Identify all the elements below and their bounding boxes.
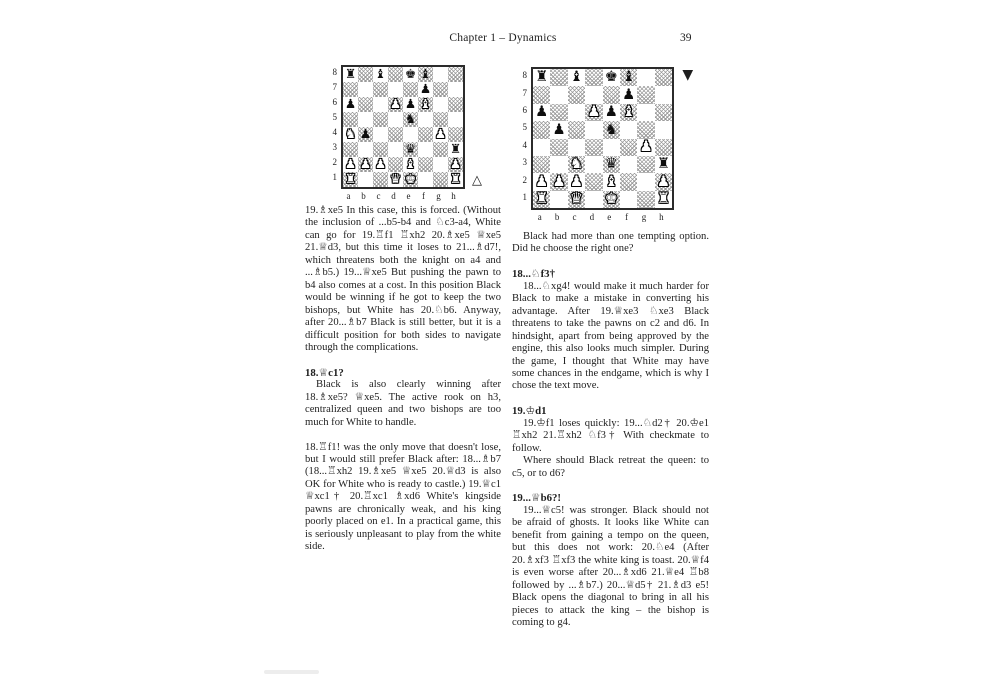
board-square — [550, 69, 567, 86]
page-number: 39 — [680, 32, 692, 44]
board-square — [585, 156, 602, 173]
white-piece-icon: ♚ — [404, 172, 417, 187]
white-piece-icon: ♟ — [359, 157, 372, 172]
move-heading: 18.♕c1? — [305, 366, 344, 379]
board-square — [655, 104, 672, 121]
board-square — [388, 67, 403, 82]
file-label: g — [436, 191, 441, 201]
board-square — [418, 172, 433, 187]
board-square — [568, 191, 585, 208]
chess-diagram-left — [328, 65, 482, 201]
rank-label: 5 — [522, 122, 527, 133]
black-piece-icon: ♝ — [569, 69, 584, 86]
file-label: a — [537, 212, 542, 223]
board-square — [448, 142, 463, 157]
screen-edge-artifact — [264, 670, 319, 674]
board-square — [433, 82, 448, 97]
board-square — [403, 142, 418, 157]
file-label: b — [361, 191, 366, 201]
board-square — [358, 142, 373, 157]
analysis-paragraph: 18...♘xg4! would make it much harder for Black to make a mistake in converting his advantage. After 19.♕xe3 ♘xe3 Black threatens to take the pawns on c2 and d6. In hindsight, apart from being approved by the engine, this also looks much simpler. During the game, I thought that White may have some chances in the endgame, which is why I chose the text move. — [512, 280, 709, 392]
file-label: d — [391, 191, 396, 201]
board-square — [433, 157, 448, 172]
board-square — [433, 67, 448, 82]
board-square — [533, 69, 550, 86]
board-square — [418, 142, 433, 157]
board-square — [448, 112, 463, 127]
board-square — [358, 127, 373, 142]
board-square — [343, 112, 358, 127]
board-square — [448, 172, 463, 187]
board-square — [637, 86, 654, 103]
board-square — [637, 173, 654, 190]
chapter-title: Chapter 1 – Dynamics — [449, 32, 557, 44]
board-square — [388, 97, 403, 112]
board-square — [448, 127, 463, 142]
board-square — [568, 121, 585, 138]
rank-label: 1 — [522, 191, 527, 202]
file-label: c — [572, 212, 577, 223]
move-heading: 19...♕b6?! — [512, 492, 561, 505]
board-square — [568, 139, 585, 156]
white-piece-icon: ♟ — [569, 173, 584, 190]
rank-label: 4 — [522, 139, 527, 150]
board-square — [343, 172, 358, 187]
board-square — [550, 173, 567, 190]
board-square — [373, 97, 388, 112]
black-piece-icon: ♟ — [622, 86, 636, 103]
white-piece-icon: ♟ — [656, 173, 670, 190]
chess-board — [341, 65, 465, 189]
board-square — [603, 104, 620, 121]
white-piece-icon: ♝ — [604, 173, 618, 190]
board-square — [343, 82, 358, 97]
white-piece-icon: ♜ — [535, 190, 549, 208]
board-square — [343, 127, 358, 142]
rank-label: 1 — [332, 172, 337, 182]
board-square — [585, 104, 602, 121]
board-square — [358, 172, 373, 187]
black-piece-icon: ♝ — [374, 67, 387, 82]
white-piece-icon: ♟ — [449, 157, 462, 172]
board-square — [550, 191, 567, 208]
analysis-paragraph: 18.♖f1! was the only move that doesn't lose, but I would still prefer Black after: 18...♗b7 (18...♖xh2 19.♗xe5 ♕xe5 20.♕d3 is also OK for White who is ready to castle.) 19.♕c1 ♕xc1† 20.♖xc1 ♗xd6 White's kingside pawns are chronically weak, and his king poorly placed on e1. In a practical game, this is seriously unpleasant to play from the white side. — [305, 441, 501, 553]
white-piece-icon: ♜ — [656, 190, 670, 208]
board-square — [433, 172, 448, 187]
white-piece-icon: ♛ — [569, 190, 584, 208]
board-square — [655, 173, 672, 190]
black-piece-icon: ♟ — [344, 97, 357, 112]
board-square — [403, 127, 418, 142]
file-label: g — [641, 212, 647, 223]
white-piece-icon: ♟ — [374, 157, 387, 172]
board-square — [550, 121, 567, 138]
file-label: f — [422, 191, 425, 201]
board-square — [550, 139, 567, 156]
board-square — [373, 67, 388, 82]
board-square — [550, 104, 567, 121]
file-label: d — [589, 212, 595, 223]
black-piece-icon: ♞ — [604, 121, 618, 138]
board-square — [403, 157, 418, 172]
rank-label: 7 — [522, 87, 527, 98]
board-square — [585, 69, 602, 86]
black-piece-icon: ♟ — [404, 97, 417, 112]
board-square — [585, 173, 602, 190]
board-square — [343, 157, 358, 172]
rank-label: 6 — [332, 97, 337, 107]
board-square — [533, 156, 550, 173]
file-label: b — [554, 212, 560, 223]
file-label: h — [451, 191, 456, 201]
file-label: f — [625, 212, 629, 223]
black-piece-icon: ♜ — [656, 155, 670, 173]
board-square — [373, 82, 388, 97]
board-square — [603, 86, 620, 103]
rank-label: 6 — [522, 104, 527, 115]
board-square — [388, 142, 403, 157]
white-piece-icon: ♞ — [569, 155, 584, 173]
board-square — [533, 191, 550, 208]
board-square — [533, 121, 550, 138]
board-square — [655, 139, 672, 156]
board-square — [655, 86, 672, 103]
rank-labels — [518, 67, 527, 210]
board-square — [418, 112, 433, 127]
black-piece-icon: ♞ — [404, 112, 417, 127]
board-square — [637, 139, 654, 156]
board-square — [655, 191, 672, 208]
black-piece-icon: ♟ — [552, 121, 566, 138]
white-piece-icon: ♝ — [622, 103, 636, 121]
board-square — [403, 82, 418, 97]
white-piece-icon: ♚ — [604, 190, 618, 208]
board-square — [620, 173, 637, 190]
analysis-paragraph: 19...♕c5! was stronger. Black should not be afraid of ghosts. It looks like White can benefit from gaining a tempo on the queen, but this does not work: 20.♘e4 (After 20.♗xf3 ♖xf3 the white king is toast. 20.♕f4 is even worse after 20...♗xd6 21.♕e4 ♖b8 followed by ...♗b7.) 20...♕d5† 21.♗d3 e5! Black opens the diagonal to bring in all his pieces to attack the king – the bishop is coming to g4. — [512, 504, 709, 628]
white-piece-icon: ♜ — [449, 172, 462, 187]
board-square — [533, 173, 550, 190]
board-square — [585, 86, 602, 103]
board-square — [585, 191, 602, 208]
white-piece-icon: ♟ — [389, 97, 402, 112]
board-square — [620, 86, 637, 103]
chess-board — [531, 67, 674, 210]
rank-label: 8 — [522, 70, 527, 81]
board-square — [637, 69, 654, 86]
black-piece-icon: ♚ — [604, 69, 618, 86]
board-square — [433, 97, 448, 112]
rank-label: 4 — [332, 127, 337, 137]
board-square — [388, 127, 403, 142]
board-square — [620, 191, 637, 208]
file-label: e — [406, 191, 411, 201]
black-piece-icon: ♟ — [419, 82, 432, 97]
white-piece-icon: ♛ — [389, 172, 402, 187]
board-square — [533, 86, 550, 103]
white-piece-icon: ♟ — [344, 157, 357, 172]
board-square — [358, 157, 373, 172]
board-square — [358, 97, 373, 112]
board-square — [568, 104, 585, 121]
board-square — [637, 156, 654, 173]
rank-label: 3 — [332, 142, 337, 152]
board-square — [533, 139, 550, 156]
rank-label: 2 — [522, 174, 527, 185]
file-label: h — [659, 212, 664, 223]
board-square — [358, 82, 373, 97]
file-label: c — [376, 191, 381, 201]
board-square — [373, 127, 388, 142]
white-piece-icon: ♟ — [639, 138, 653, 155]
board-square — [620, 156, 637, 173]
black-piece-icon: ♝ — [419, 67, 432, 82]
board-square — [448, 97, 463, 112]
board-square — [603, 139, 620, 156]
board-square — [603, 156, 620, 173]
board-square — [388, 82, 403, 97]
file-label: e — [607, 212, 612, 223]
rank-label: 7 — [332, 82, 337, 92]
black-piece-icon: ♝ — [622, 69, 636, 86]
board-square — [358, 67, 373, 82]
board-square — [343, 67, 358, 82]
board-square — [620, 104, 637, 121]
board-square — [568, 156, 585, 173]
board-square — [655, 121, 672, 138]
analysis-paragraph: Where should Black retreat the queen: to c5, or to d6? — [512, 455, 709, 479]
file-label: a — [346, 191, 351, 201]
board-square — [603, 69, 620, 86]
black-piece-icon: ♜ — [344, 67, 357, 82]
black-to-move-icon: ▼ — [682, 67, 694, 83]
board-square — [403, 172, 418, 187]
white-piece-icon: ♟ — [587, 103, 601, 121]
board-square — [448, 67, 463, 82]
rank-label: 5 — [332, 112, 337, 122]
board-square — [343, 97, 358, 112]
board-square — [533, 104, 550, 121]
analysis-paragraph: Black is also clearly winning after 18.♗xe5? ♕xe5. The active rook on h3, centralized queen and two bishops are too much for White to handle. — [305, 379, 501, 428]
board-square — [568, 173, 585, 190]
board-square — [620, 69, 637, 86]
black-piece-icon: ♜ — [535, 69, 549, 86]
board-square — [358, 112, 373, 127]
chess-diagram-right — [518, 67, 694, 223]
board-square — [568, 69, 585, 86]
board-square — [655, 156, 672, 173]
white-to-move-icon: △ — [472, 173, 482, 188]
board-square — [388, 157, 403, 172]
board-square — [403, 112, 418, 127]
board-square — [433, 127, 448, 142]
board-square — [388, 172, 403, 187]
board-square — [373, 157, 388, 172]
white-piece-icon: ♝ — [419, 97, 432, 112]
board-square — [343, 142, 358, 157]
white-piece-icon: ♝ — [404, 157, 417, 172]
board-square — [418, 157, 433, 172]
board-square — [603, 173, 620, 190]
board-square — [403, 97, 418, 112]
board-square — [603, 191, 620, 208]
analysis-paragraph: Black had more than one tempting option. Did he choose the right one? — [512, 231, 709, 255]
analysis-paragraph: 19.♗xe5 In this case, this is forced. (Without the inclusion of ...b5-b4 and ♘c3-a4, White can go for 19.♖f1 ♖xh2 20.♗xe5 ♕xe5 21.♕d3, but this time it loses to 21...♗d7!, which threatens both the knight on a4 and ...♗b5.) 19...♕xe5 But pushing the pawn to b4 also comes at a cost. In this position Black would be winning if he got to keep the two bishops, but White has 20.♘b6. Anyway, after 20...♗b7 Black is still better, but it is a difficult position for both sides to navigate through the complications. — [305, 205, 501, 353]
board-square — [637, 191, 654, 208]
board-square — [620, 121, 637, 138]
board-square — [550, 156, 567, 173]
board-square — [373, 172, 388, 187]
white-piece-icon: ♟ — [535, 173, 549, 190]
board-square — [550, 86, 567, 103]
file-labels — [531, 213, 674, 222]
rank-label: 8 — [332, 67, 337, 77]
analysis-paragraph: 19.♔f1 loses quickly: 19...♘d2† 20.♔e1 ♖xh2 21.♖xh2 ♘f3† With checkmate to follow. — [512, 417, 709, 454]
move-heading: 18...♘f3† — [512, 268, 555, 281]
white-piece-icon: ♟ — [552, 173, 566, 190]
board-square — [418, 67, 433, 82]
white-piece-icon: ♞ — [344, 127, 357, 142]
black-piece-icon: ♚ — [404, 67, 417, 82]
board-square — [585, 139, 602, 156]
board-square — [433, 142, 448, 157]
rank-label: 3 — [522, 157, 527, 168]
white-piece-icon: ♜ — [344, 172, 357, 187]
board-square — [433, 112, 448, 127]
board-square — [448, 157, 463, 172]
move-heading: 19.♔d1 — [512, 405, 547, 418]
black-piece-icon: ♟ — [535, 103, 549, 121]
black-piece-icon: ♛ — [404, 142, 417, 157]
file-labels — [341, 192, 465, 201]
black-piece-icon: ♛ — [604, 155, 618, 173]
board-square — [568, 86, 585, 103]
board-square — [637, 121, 654, 138]
board-square — [448, 82, 463, 97]
black-piece-icon: ♟ — [604, 103, 618, 121]
board-square — [418, 82, 433, 97]
board-square — [418, 127, 433, 142]
board-square — [585, 121, 602, 138]
left-text-column — [305, 205, 501, 554]
black-piece-icon: ♜ — [449, 142, 462, 157]
board-square — [620, 139, 637, 156]
board-square — [373, 142, 388, 157]
board-square — [403, 67, 418, 82]
board-square — [418, 97, 433, 112]
board-square — [603, 121, 620, 138]
rank-labels — [328, 65, 337, 189]
right-text-column — [512, 231, 709, 629]
white-piece-icon: ♟ — [434, 127, 447, 142]
board-square — [637, 104, 654, 121]
black-piece-icon: ♟ — [359, 127, 372, 142]
board-square — [373, 112, 388, 127]
board-square — [655, 69, 672, 86]
rank-label: 2 — [332, 157, 337, 167]
board-square — [388, 112, 403, 127]
